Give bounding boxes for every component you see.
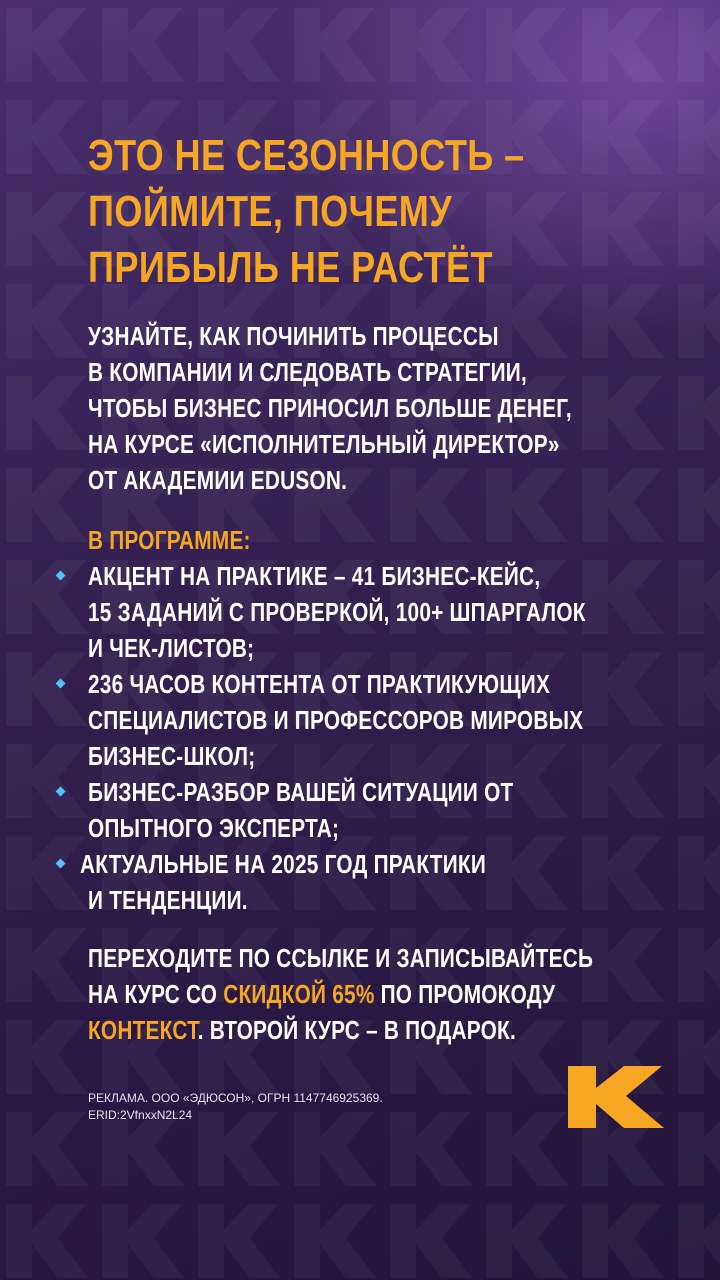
call-to-action: [88, 940, 632, 1048]
program-item-line: БИЗНЕС-ШКОЛ;: [88, 741, 256, 771]
program-item-line: АКТУАЛЬНЫЕ НА 2025 ГОД ПРАКТИКИ: [80, 849, 487, 879]
cta-text: НА КУРС СО: [88, 979, 224, 1009]
intro-line: НА КУРСЕ «ИСПОЛНИТЕЛЬНЫЙ ДИРЕКТОР»: [88, 429, 560, 459]
bullet-diamond-icon: [56, 679, 66, 689]
ad-disclaimer: [88, 1090, 528, 1124]
cta-line: [88, 1012, 632, 1048]
program-item-line: БИЗНЕС-РАЗБОР ВАШЕЙ СИТУАЦИИ ОТ: [88, 777, 514, 807]
bullet-diamond-icon: [56, 859, 66, 869]
promo-code-highlight: КОНТЕКСТ: [88, 1015, 198, 1045]
disclaimer-line: РЕКЛАМА. ООО «ЭДЮСОН», ОГРН 1147746925369.: [88, 1091, 383, 1105]
program-item-line: ОПЫТНОГО ЭКСПЕРТА;: [88, 813, 340, 843]
headline: [88, 128, 646, 296]
intro-line: В КОМПАНИИ И СЛЕДОВАТЬ СТРАТЕГИИ,: [88, 357, 527, 387]
discount-highlight: СКИДКОЙ 65%: [223, 979, 375, 1009]
cta-text: . ВТОРОЙ КУРС – В ПОДАРОК.: [197, 1015, 516, 1045]
intro-paragraph: [88, 318, 632, 498]
bullet-diamond-icon: [56, 787, 66, 797]
headline-line: ЭТО НЕ СЕЗОННОСТЬ –: [88, 131, 525, 180]
program-item-line: АКЦЕНТ НА ПРАКТИКЕ – 41 БИЗНЕС-КЕЙС,: [88, 561, 541, 591]
program-item-line: И ЧЕК-ЛИСТОВ;: [88, 633, 255, 663]
intro-line: ЧТОБЫ БИЗНЕС ПРИНОСИЛ БОЛЬШЕ ДЕНЕГ,: [88, 393, 572, 423]
bullet-diamond-icon: [56, 571, 66, 581]
program-item-line: 15 ЗАДАНИЙ С ПРОВЕРКОЙ, 100+ ШПАРГАЛОК: [88, 597, 586, 627]
program-item-line: СПЕЦИАЛИСТОВ И ПРОФЕССОРОВ МИРОВЫХ: [88, 705, 584, 735]
intro-line: УЗНАЙТЕ, КАК ПОЧИНИТЬ ПРОЦЕССЫ: [88, 321, 499, 351]
cta-text: ПО ПРОМОКОДУ: [374, 979, 556, 1009]
headline-line: ПОЙМИТЕ, ПОЧЕМУ: [88, 187, 453, 236]
k-logo-icon: [566, 1064, 666, 1130]
cta-line: [88, 976, 632, 1012]
intro-line: ОТ АКАДЕМИИ EDUSON.: [88, 465, 348, 495]
program-item-line: И ТЕНДЕНЦИИ.: [88, 885, 248, 915]
program-item-line: 236 ЧАСОВ КОНТЕНТА ОТ ПРАКТИКУЮЩИХ: [88, 669, 551, 699]
headline-line: ПРИБЫЛЬ НЕ РАСТЁТ: [88, 243, 494, 292]
program-heading: В ПРОГРАММЕ:: [88, 525, 251, 555]
cta-line: ПЕРЕХОДИТЕ ПО ССЫЛКЕ И ЗАПИСЫВАЙТЕСЬ: [88, 943, 594, 973]
disclaimer-line: ERID:2VfnxxN2L24: [88, 1108, 193, 1122]
